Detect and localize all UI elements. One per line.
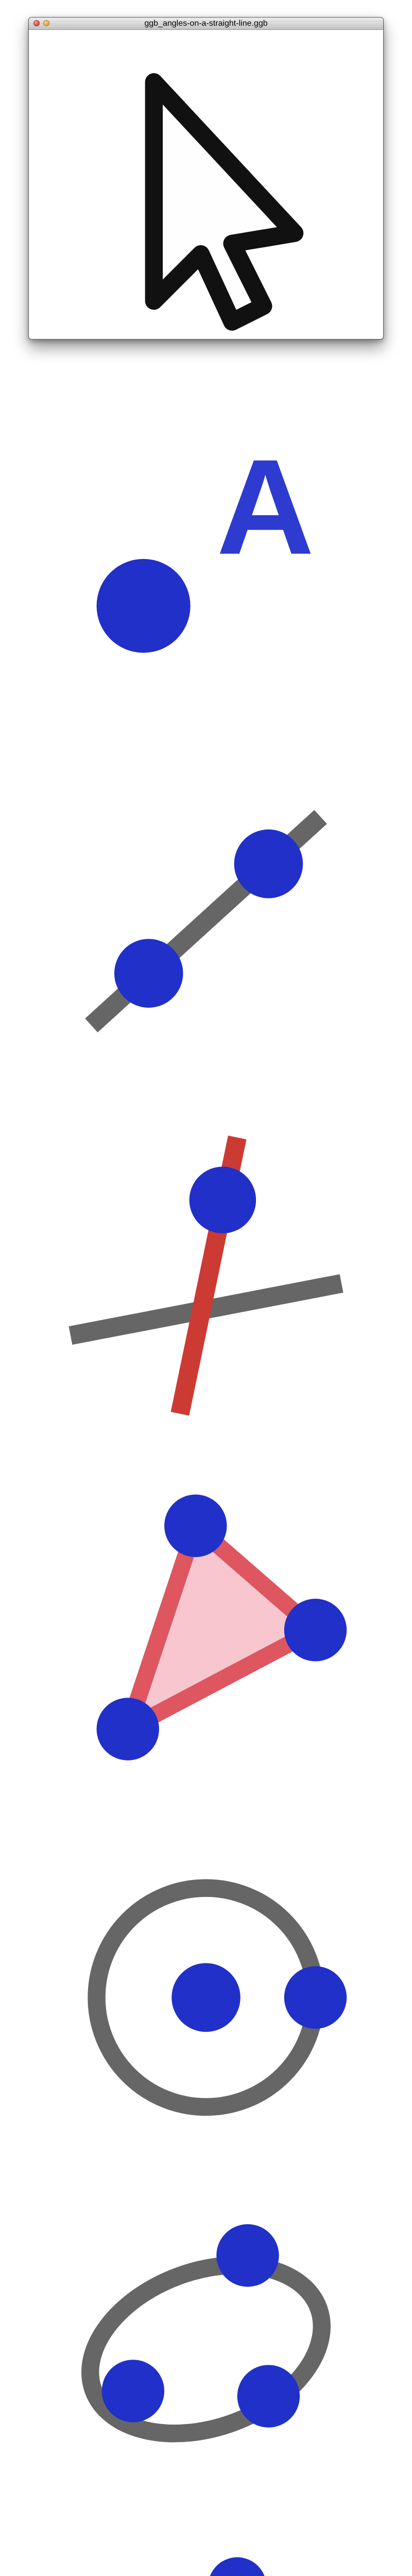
- close-button[interactable]: [33, 20, 40, 26]
- toolbar: [29, 30, 383, 2576]
- tool-polygon[interactable]: [29, 1458, 383, 1815]
- tool-angle[interactable]: [29, 2529, 383, 2576]
- minimize-button[interactable]: [43, 20, 49, 26]
- circle-icon: [29, 1815, 383, 2170]
- zoom-button[interactable]: [53, 20, 59, 26]
- tool-line[interactable]: [29, 744, 383, 1101]
- svg-text:A: A: [216, 431, 315, 583]
- tool-new-point[interactable]: [29, 387, 383, 744]
- ellipse-icon: [29, 2172, 383, 2527]
- window-title: ggb_angles-on-a-straight-line.ggb: [144, 19, 268, 28]
- title-bar[interactable]: [29, 18, 383, 30]
- line-icon: [29, 744, 383, 1098]
- tool-perpendicular-line[interactable]: [29, 1101, 383, 1458]
- angle-icon: [29, 2529, 383, 2576]
- tool-circle[interactable]: [29, 1815, 383, 2172]
- tool-buttons: [29, 30, 383, 2576]
- traffic-lights: [33, 20, 59, 26]
- app-window: [28, 17, 384, 583]
- desktop: [0, 0, 412, 583]
- move-cursor-icon: [29, 30, 383, 384]
- point-icon: [29, 387, 383, 741]
- tool-move[interactable]: [29, 30, 383, 387]
- perpendicular-line-icon: [29, 1101, 383, 1455]
- polygon-icon: [29, 1458, 383, 1812]
- tool-ellipse[interactable]: [29, 2172, 383, 2529]
